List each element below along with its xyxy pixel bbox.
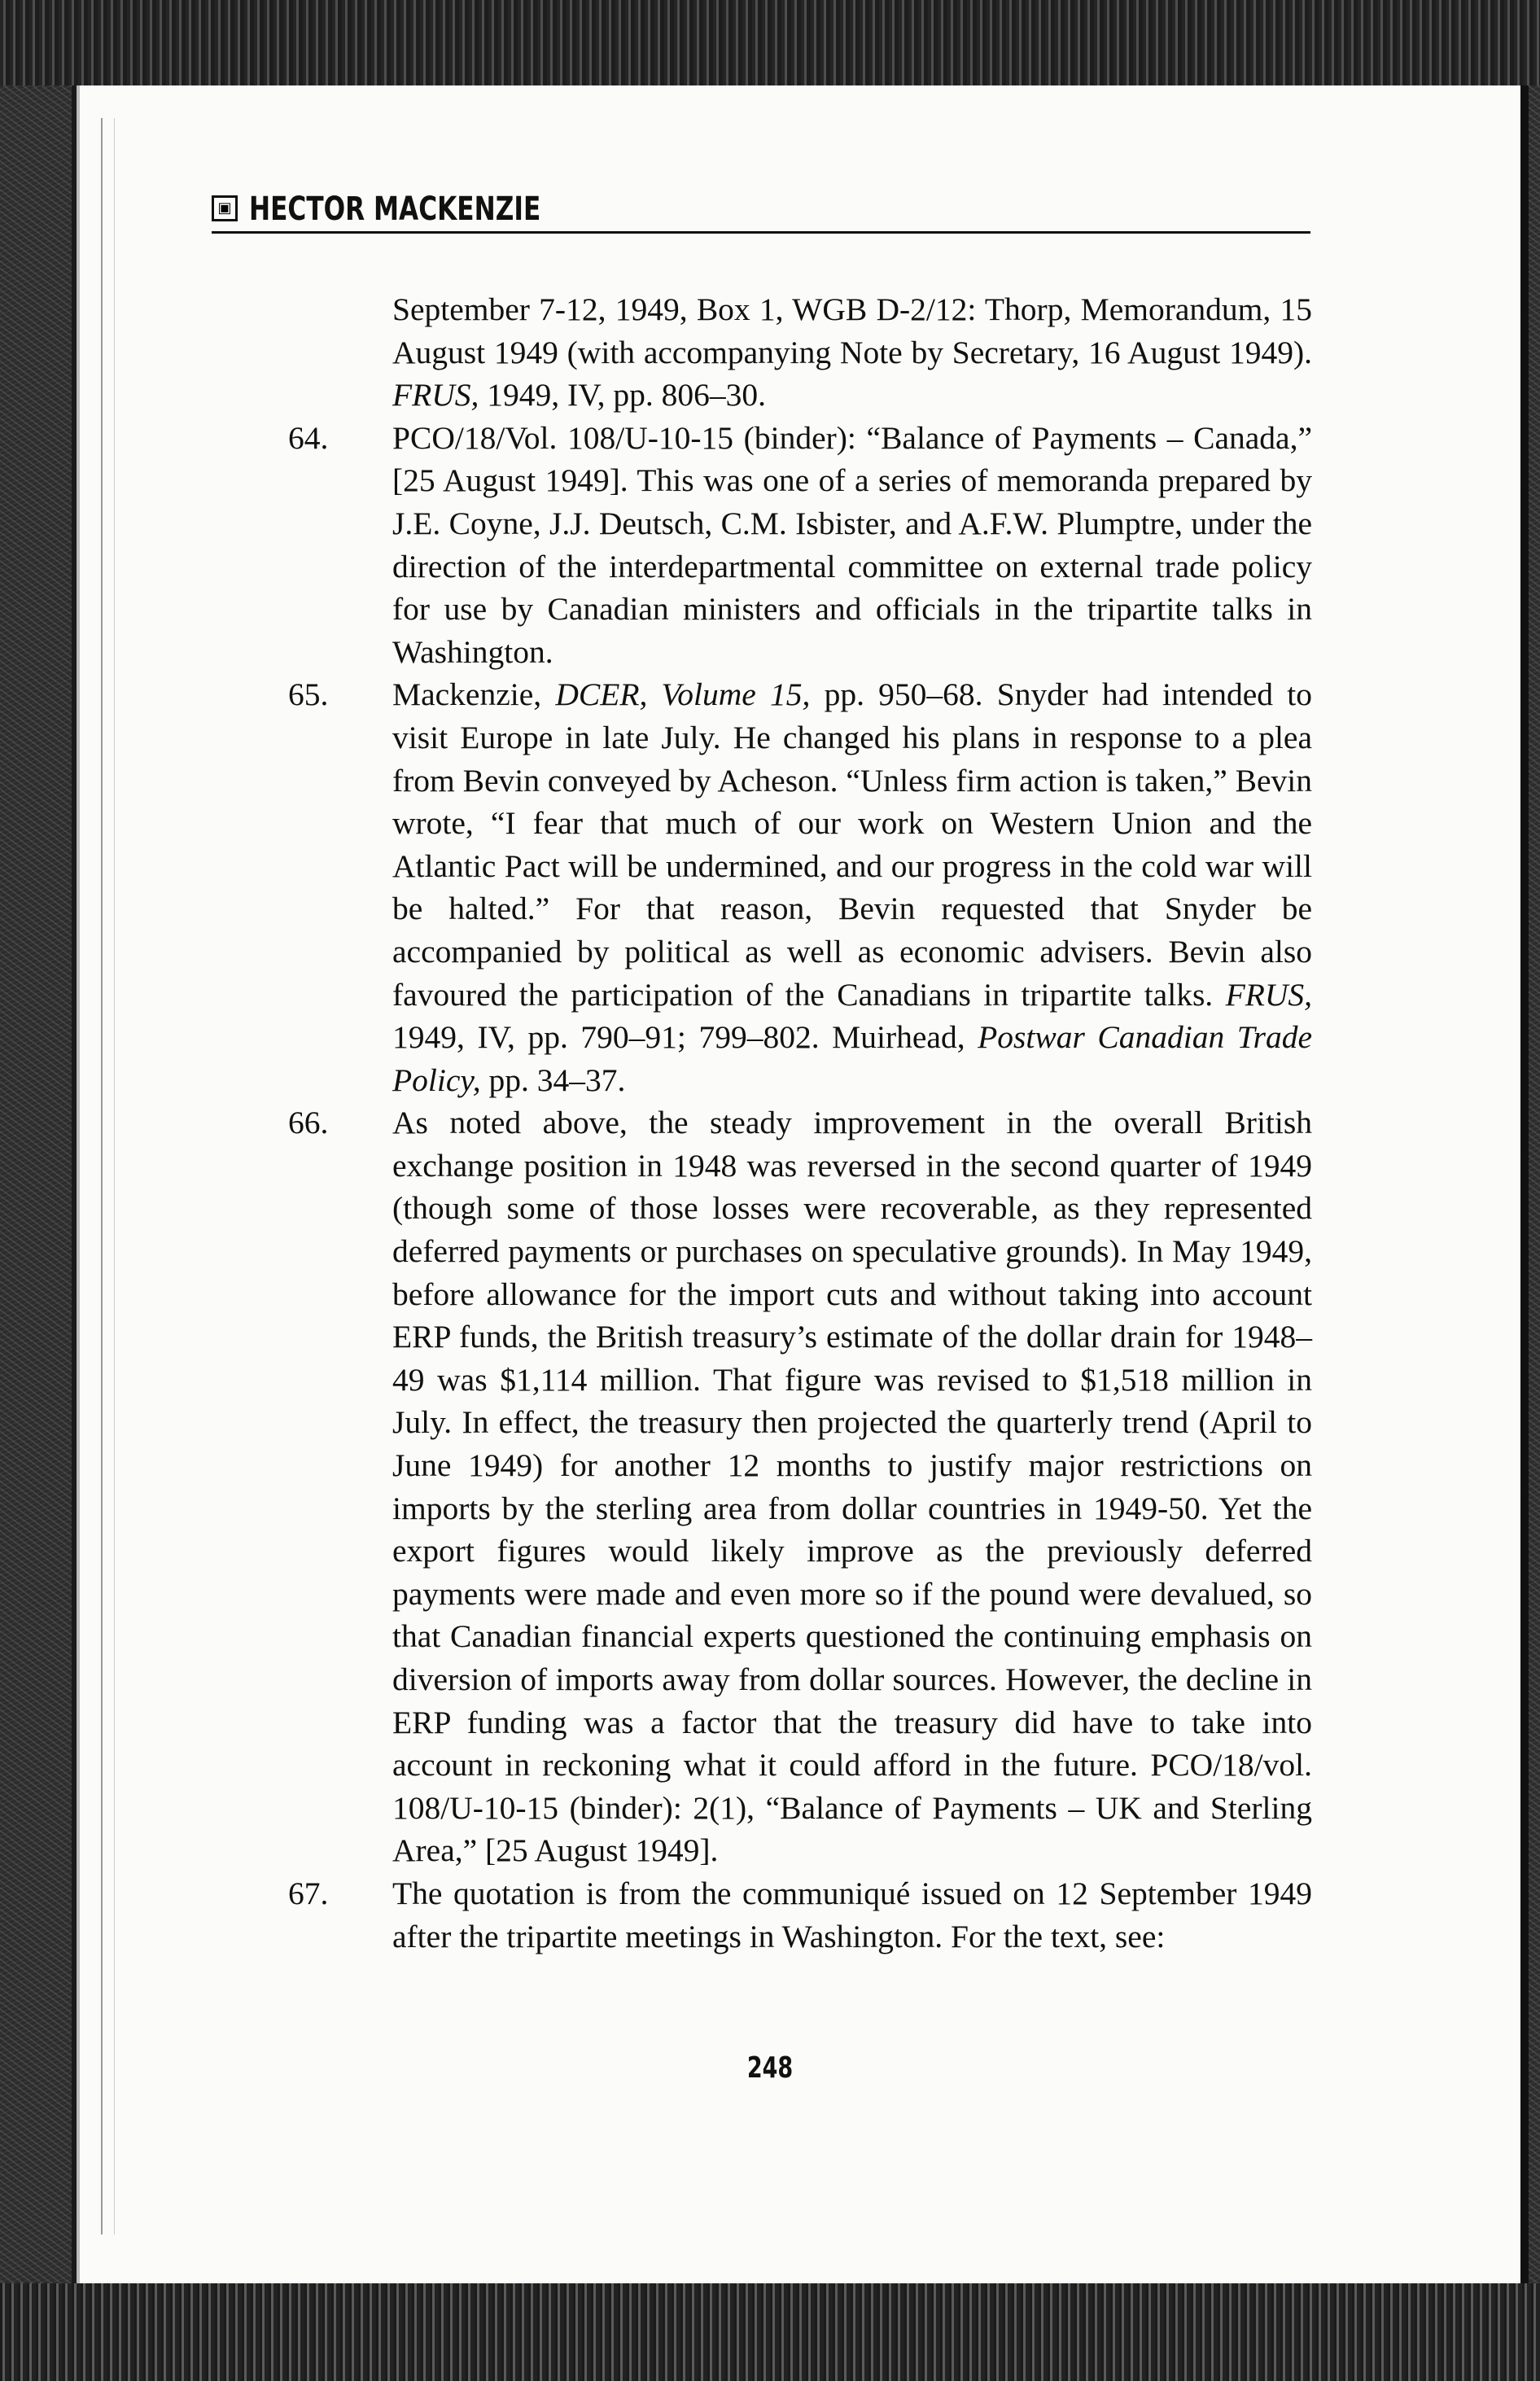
endnote-text [392,1872,1312,1958]
endnote [392,288,1312,417]
endnote-text-run: 1949, IV, pp. 806–30. [479,377,767,414]
endnote-text-run: Mackenzie, [392,676,556,713]
running-head [212,189,1310,234]
endnote-number: 64. [288,419,329,456]
endnote [288,1872,1312,1958]
running-head-title: HECTOR MACKENZIE [249,190,541,228]
endnote-text [392,417,1312,674]
citation-title: FRUS, [1225,976,1312,1013]
endnote-text-run: PCO/18/Vol. 108/U-10-15 (binder): “Balance of Payments – Canada,” [25 August 1949]. This was one of a series of memoranda prepared by J.E. Coyne, J.J. Deutsch, C.M. Isbister, and A.F.W. Plumptre, under the direction of the interdepartmental committee on external trade policy for use by Canadian ministers and officials in the tripartite talks in Washington. [392,419,1312,670]
endnote [288,417,1312,674]
page-number: 248 [746,2051,794,2085]
endnote-number: 67. [288,1875,329,1911]
scan-top-edge [0,0,1540,85]
endnote-text-run: As noted above, the steady improvement in the overall British exchange position in 1948 was reversed in the second quarter of 1949 (though some of those losses were recoverable, as they represented deferred payments or purchases on speculative grounds). In May 1949, before allowance for the import cuts and without taking into account ERP funds, the British treasury’s estimate of the dollar drain for 1948–49 was $1,114 million. That figure was revised to $1,518 million in July. In effect, the treasury then projected the quarterly trend (April to June 1949) for another 12 months to justify major restrictions on imports by the sterling area from dollar countries in 1949-50. Yet the export figures would likely improve as the previously deferred payments were made and even more so if the pound were devalued, so that Canadian financial experts questioned the continuing emphasis on diversion of imports away from dollar sources. However, the decline in ERP funding was a factor that the treasury did have to take into account in reckoning what it could afford in the future. PCO/18/vol. 108/U-10-15 (binder): 2(1), “Balance of Payments – UK and Sterling Area,” [25 August 1949]. [392,1105,1312,1869]
book-icon: ▣ [212,195,238,221]
endnote-text-run: 1949, IV, pp. 790–91; 799–802. Muirhead, [392,1019,978,1056]
citation-title: DCER, Volume 15, [555,676,811,713]
endnote-number: 65. [288,676,329,713]
citation-title: Postwar Canadian Trade Policy, [392,1019,1312,1098]
citation-title: FRUS, [392,377,479,414]
endnote-text [392,673,1312,1101]
endnote-text-run: September 7-12, 1949, Box 1, WGB D-2/12: Thorp, Memorandum, 15 August 1949 (with accompanying Note by Secretary, 16 August 1949). [392,291,1312,370]
scan-bottom-edge [0,2283,1540,2381]
endnote-text-run: pp. 950–68. Snyder had intended to visit Europe in late July. He changed his plans in response to a plea from Bevin conveyed by Acheson. “Unless firm action is taken,” Bevin wrote, “I fear that much of our work on Western Union and the Atlantic Pact will be undermined, and our progress in the cold war will be halted.” For that reason, Bevin requested that Snyder be accompanied by political as well as economic advisers. Bevin also favoured the participation of the Canadians in tripartite talks. [392,676,1312,1013]
endnote-number: 66. [288,1105,329,1141]
endnote [288,673,1312,1101]
endnote-text [392,1101,1312,1872]
page-gutter-lines [101,118,115,2234]
endnote-text-run: pp. 34–37. [480,1061,626,1098]
endnote-text [392,288,1312,417]
endnote-text-run: The quotation is from the communiqué issued on 12 September 1949 after the tripartite meetings in Washington. For the text, see: [392,1875,1312,1954]
endnote [288,1101,1312,1872]
endnotes [288,288,1312,1958]
